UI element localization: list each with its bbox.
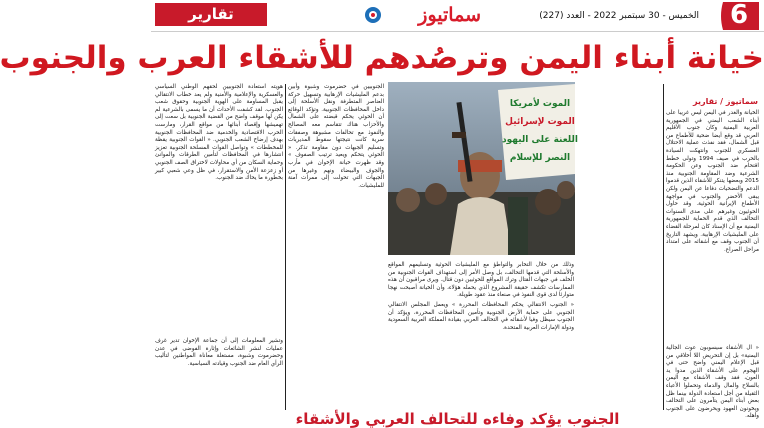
column-middle-right-text: وذلك من خلال التخابر والتواطؤ مع المليشيات الحوثية وتسليمهم المواقع والأسلحة التي قدمها التحالف، بل وصل الأمر إلى استهداف القوات الجنوبية من الخلف في جبهات القتال وترك المواقع للحوثيين دون قتال. ويرى مراقبون أن هذه الممارسات تكشف حقيقة المشروع الذي يحمله هؤلاء، وأن الخيانة أصبحت نهجا متوارثا لدى قوى النفوذ في صنعاء منذ عقود طويلة. — [388, 262, 574, 299]
column-right-lower — [666, 345, 759, 420]
column-middle-right — [388, 262, 574, 412]
column-middle-left — [288, 84, 384, 410]
banner-line-4: النصر للإسلام — [509, 153, 571, 163]
column-middle-left-lower-text: « الجنوب الانتقالي يحكم المحافظات المحررة » ويعمل المجلس الانتقالي الجنوبي على حماية الأرض الجنوبية وتأمين المحافظات المحررة، ويؤكد أن الجنوب سيظل وفيا لأشقائه في التحالف العربي بقيادة المملكة العربية السعودية ودولة الإمارات العربية المتحدة. — [388, 301, 574, 331]
article-byline: سماتيوز / تقارير — [693, 97, 758, 106]
article-photo — [388, 82, 578, 255]
page-number-badge — [719, 0, 759, 30]
column-right — [666, 110, 759, 340]
column-middle-left-text: الجنوبيين في حضرموت وشبوة وأبين بدعم المليشيات الإرهابية وتسهيل حركة العناصر المتطرفة ونقل الأسلحة إلى داخل المحافظات الجنوبية. وتؤكد الوقائع أن الحوثي يحكم قبضته على الشمال والأحزاب هناك تتقاسم معه المصالح والنفوذ مع تحالفات مشبوهة وصفقات سرية كانت نتيجتها سقوط المديريات وتسليم الجبهات دون مقاومة تذكر. « الحوثي يتحكم ويعيد ترتيب الصفوف » وقد ظهرت خيانة الإخوان في مأرب والجوف والبيضاء ونهم وغيرها من الجبهات التي تحولت إلى ممرات آمنة للمليشيات. — [288, 84, 384, 189]
section-label: تقارير — [155, 3, 267, 26]
column-left-lower — [155, 338, 283, 410]
column-left — [155, 84, 283, 334]
banner-line-1: الموت لأمريكا — [509, 99, 571, 109]
brand-logo — [371, 2, 481, 30]
next-headline-cut: الجنوب يؤكد وفاءه للتحالف العربي والأشقاء — [295, 410, 620, 428]
page-header — [151, 0, 764, 32]
brand-name: سماتيوز — [418, 4, 481, 26]
issue-info: الخميس - 30 سبتمبر 2022 - العدد (227) — [539, 11, 699, 21]
protest-photo-illustration — [388, 82, 578, 255]
main-headline: خيانة أبناء اليمن وترصُدهم للأشقاء العرب والجنوب — [0, 40, 764, 76]
column-right-text: الخيانة والغدر في اليمن ليس غريبا على أبناء الشعب اليمني في الجمهورية العربية اليمنية وكان جنوب الأقليم العربي قد وقع أيضا ضحية للأطماع من قبل الشمال، فقد نفذت عملية الاحتلال العسكري للجنوب وانتهكت السيادة بالحرب في صيف 1994 وتولى خطط اقتحام ضد الجنوب وعن الحكومة الشرعية وضد المقاومة الجنوبية منذ 2015 وبعضها يتنكر للأشقاء الذين قدموا الدعم والتضحيات دفاعا عن اليمن ولكن يبقى الأخضر والجنوب في مواجهة الأطماع الإيرانية الحوثية. وقد حاول الحوثيون وغيرهم على مدى السنوات التحالف الذي قدم الحماية للجمهورية اليمنية مع أن الإسناد كان لمرحلة القضاء على المليشيات الإرهابية. ويشهد التاريخ أن الجنوب وقف مع أشقائه على امتداد مراحل الصراع. — [666, 110, 759, 253]
brand-emblem-icon — [363, 5, 383, 25]
column-rule — [285, 84, 286, 410]
page-number: 6 — [729, 0, 749, 30]
banner-line-2: الموت لإسرائيل — [505, 117, 575, 127]
column-rule — [663, 84, 664, 410]
column-left-lower-text: وتشير المعلومات إلى أن جماعة الإخوان تدير غرف عمليات لنشر الشائعات وإثارة الفوضى في عدن وحضرموت وشبوة، مستغلة معاناة المواطنين لتأليب الرأي العام ضد الجنوب وقيادته السياسية. — [155, 338, 283, 367]
banner-line-3: اللعنة على اليهود — [502, 135, 578, 145]
column-left-text: هويته استعادة الجنوبيين لحقهم الوطني السياسي والعسكرية والإعلامية والأمنية ولم يعد خطاب الانتقالي يقبل المساومة على الهوية الجنوبية وحقوق شعب الجنوب. لقد كشفت الأحداث أن ما يسمى بالشرعية لم يكن لها موقف واضح من القضية الجنوبية بل سعت إلى تهميشها وإقصاء أبنائها من مواقع القرار، ومارست الحرب الاقتصادية والخدمية ضد المحافظات الجنوبية بهدف إرضاخ الشعب الجنوبي. « القوات الجنوبية يقظة للمخططات » وتواصل القوات المسلحة الجنوبية تعزيز انتشارها في المحافظات لتأمين الطرقات والموانئ وحماية السكان من أي محاولات لاختراق الصف الجنوبي أو زعزعة الأمن والاستقرار، في ظل وعي شعبي كبير بخطورة ما يحاك ضد الجنوب. — [155, 84, 283, 182]
column-right-lower-text: « ال الأشقاء سيسوبون عوت الجالية اليمنية» بل إن التحريض اللا أخلاقي من قبل الإعلام اليمني واضح حتى في الهجوم على الأشقاء الذين مدوا يد العون، فقد وقف الأشقاء مع اليمن بالسلاح والمال والدماء وتحملوا الأعباء الثقيلة من أجل استعادة الدولة بينما ظل بعض أبناء اليمن يتآمرون على التحالف ويخونون العهود ويحرضون على الجنوب وأهله. — [666, 345, 759, 420]
